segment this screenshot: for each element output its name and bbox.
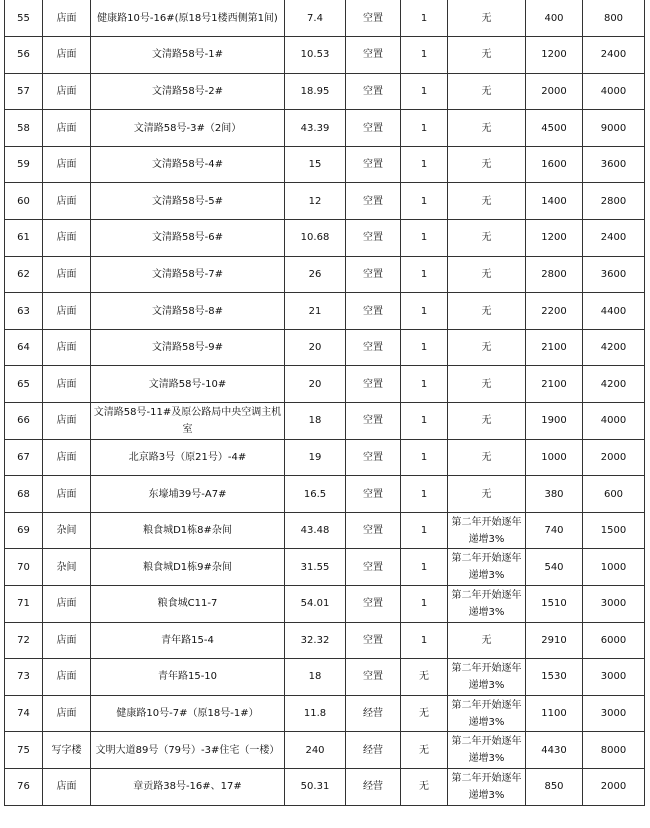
property-address-cell: 青年路15-4 xyxy=(91,622,285,659)
row-number-cell: 55 xyxy=(5,0,43,37)
rent-cell: 1400 xyxy=(526,183,583,220)
deposit-cell: 2800 xyxy=(583,183,645,220)
deposit-cell: 2400 xyxy=(583,220,645,257)
property-type-cell: 店面 xyxy=(43,476,91,513)
rent-cell: 1900 xyxy=(526,403,583,440)
rent-cell: 2200 xyxy=(526,293,583,330)
area-cell: 54.01 xyxy=(285,586,346,623)
rent-cell: 1530 xyxy=(526,659,583,696)
property-address-cell: 文清路58号-1# xyxy=(91,37,285,74)
status-cell: 空置 xyxy=(346,0,401,37)
table-row xyxy=(5,732,645,769)
status-cell: 空置 xyxy=(346,110,401,147)
rent-increase-cell: 无 xyxy=(448,110,526,147)
property-address-cell: 文清路58号-8# xyxy=(91,293,285,330)
rent-cell: 400 xyxy=(526,0,583,37)
table-row xyxy=(5,659,645,696)
deposit-cell: 4000 xyxy=(583,403,645,440)
deposit-cell: 4200 xyxy=(583,366,645,403)
row-number-cell: 59 xyxy=(5,146,43,183)
status-cell: 空置 xyxy=(346,220,401,257)
status-cell: 空置 xyxy=(346,37,401,74)
rent-cell: 2100 xyxy=(526,329,583,366)
property-type-cell: 店面 xyxy=(43,183,91,220)
rent-increase-cell: 第二年开始逐年递增3% xyxy=(448,586,526,623)
property-type-cell: 店面 xyxy=(43,37,91,74)
term-cell: 1 xyxy=(401,512,448,549)
term-cell: 无 xyxy=(401,695,448,732)
table-row xyxy=(5,37,645,74)
property-address-cell: 健康路10号-16#(原18号1楼西侧第1间) xyxy=(91,0,285,37)
rent-cell: 1100 xyxy=(526,695,583,732)
area-cell: 50.31 xyxy=(285,768,346,805)
property-address-cell: 粮食城D1栋8#杂间 xyxy=(91,512,285,549)
term-cell: 1 xyxy=(401,0,448,37)
row-number-cell: 60 xyxy=(5,183,43,220)
term-cell: 1 xyxy=(401,439,448,476)
status-cell: 空置 xyxy=(346,549,401,586)
rent-increase-cell: 无 xyxy=(448,73,526,110)
rent-increase-cell: 无 xyxy=(448,256,526,293)
table-row xyxy=(5,622,645,659)
status-cell: 空置 xyxy=(346,293,401,330)
row-number-cell: 62 xyxy=(5,256,43,293)
property-type-cell: 店面 xyxy=(43,0,91,37)
term-cell: 无 xyxy=(401,659,448,696)
area-cell: 43.39 xyxy=(285,110,346,147)
property-type-cell: 店面 xyxy=(43,146,91,183)
rent-increase-cell: 第二年开始逐年递增3% xyxy=(448,512,526,549)
property-address-cell: 文清路58号-6# xyxy=(91,220,285,257)
status-cell: 空置 xyxy=(346,586,401,623)
property-address-cell: 文清路58号-7# xyxy=(91,256,285,293)
rent-increase-cell: 第二年开始逐年递增3% xyxy=(448,732,526,769)
area-cell: 18.95 xyxy=(285,73,346,110)
property-type-cell: 店面 xyxy=(43,366,91,403)
table-row xyxy=(5,293,645,330)
property-type-cell: 店面 xyxy=(43,110,91,147)
row-number-cell: 76 xyxy=(5,768,43,805)
rent-cell: 2100 xyxy=(526,366,583,403)
table-row xyxy=(5,768,645,805)
area-cell: 32.32 xyxy=(285,622,346,659)
property-address-cell: 粮食城C11-7 xyxy=(91,586,285,623)
status-cell: 经营 xyxy=(346,732,401,769)
row-number-cell: 74 xyxy=(5,695,43,732)
table-body xyxy=(5,0,645,805)
property-type-cell: 店面 xyxy=(43,403,91,440)
property-type-cell: 店面 xyxy=(43,439,91,476)
term-cell: 1 xyxy=(401,329,448,366)
row-number-cell: 61 xyxy=(5,220,43,257)
rent-increase-cell: 无 xyxy=(448,622,526,659)
property-table xyxy=(4,0,645,806)
property-address-cell: 健康路10号-7#（原18号-1#） xyxy=(91,695,285,732)
status-cell: 经营 xyxy=(346,768,401,805)
rent-increase-cell: 无 xyxy=(448,37,526,74)
status-cell: 经营 xyxy=(346,695,401,732)
term-cell: 1 xyxy=(401,366,448,403)
term-cell: 无 xyxy=(401,768,448,805)
rent-increase-cell: 无 xyxy=(448,329,526,366)
table-row xyxy=(5,220,645,257)
table-row xyxy=(5,403,645,440)
area-cell: 16.5 xyxy=(285,476,346,513)
area-cell: 18 xyxy=(285,403,346,440)
area-cell: 10.53 xyxy=(285,37,346,74)
deposit-cell: 2000 xyxy=(583,439,645,476)
deposit-cell: 8000 xyxy=(583,732,645,769)
row-number-cell: 75 xyxy=(5,732,43,769)
rent-increase-cell: 无 xyxy=(448,476,526,513)
deposit-cell: 1500 xyxy=(583,512,645,549)
area-cell: 15 xyxy=(285,146,346,183)
property-type-cell: 店面 xyxy=(43,73,91,110)
table-row xyxy=(5,146,645,183)
term-cell: 1 xyxy=(401,476,448,513)
term-cell: 1 xyxy=(401,256,448,293)
row-number-cell: 69 xyxy=(5,512,43,549)
deposit-cell: 3000 xyxy=(583,695,645,732)
rent-cell: 380 xyxy=(526,476,583,513)
term-cell: 1 xyxy=(401,549,448,586)
row-number-cell: 67 xyxy=(5,439,43,476)
rent-cell: 1600 xyxy=(526,146,583,183)
rent-increase-cell: 无 xyxy=(448,220,526,257)
rent-cell: 2000 xyxy=(526,73,583,110)
rent-cell: 2910 xyxy=(526,622,583,659)
rent-increase-cell: 第二年开始逐年递增3% xyxy=(448,549,526,586)
term-cell: 无 xyxy=(401,732,448,769)
term-cell: 1 xyxy=(401,403,448,440)
row-number-cell: 56 xyxy=(5,37,43,74)
term-cell: 1 xyxy=(401,220,448,257)
row-number-cell: 57 xyxy=(5,73,43,110)
status-cell: 空置 xyxy=(346,439,401,476)
status-cell: 空置 xyxy=(346,146,401,183)
row-number-cell: 70 xyxy=(5,549,43,586)
property-type-cell: 写字楼 xyxy=(43,732,91,769)
row-number-cell: 65 xyxy=(5,366,43,403)
deposit-cell: 9000 xyxy=(583,110,645,147)
deposit-cell: 3600 xyxy=(583,146,645,183)
area-cell: 12 xyxy=(285,183,346,220)
term-cell: 1 xyxy=(401,183,448,220)
property-type-cell: 店面 xyxy=(43,659,91,696)
rent-cell: 4500 xyxy=(526,110,583,147)
rent-increase-cell: 无 xyxy=(448,366,526,403)
deposit-cell: 1000 xyxy=(583,549,645,586)
rent-increase-cell: 无 xyxy=(448,183,526,220)
table-row xyxy=(5,329,645,366)
rent-increase-cell: 无 xyxy=(448,439,526,476)
deposit-cell: 3000 xyxy=(583,659,645,696)
table-row xyxy=(5,512,645,549)
deposit-cell: 4400 xyxy=(583,293,645,330)
deposit-cell: 3600 xyxy=(583,256,645,293)
property-address-cell: 文清路58号-4# xyxy=(91,146,285,183)
rent-increase-cell: 第二年开始逐年递增3% xyxy=(448,695,526,732)
property-type-cell: 店面 xyxy=(43,256,91,293)
area-cell: 21 xyxy=(285,293,346,330)
rent-cell: 1200 xyxy=(526,37,583,74)
rent-increase-cell: 无 xyxy=(448,293,526,330)
table-row xyxy=(5,256,645,293)
property-address-cell: 章贡路38号-16#、17# xyxy=(91,768,285,805)
row-number-cell: 72 xyxy=(5,622,43,659)
term-cell: 1 xyxy=(401,622,448,659)
status-cell: 空置 xyxy=(346,183,401,220)
table-row xyxy=(5,476,645,513)
property-type-cell: 店面 xyxy=(43,586,91,623)
row-number-cell: 71 xyxy=(5,586,43,623)
area-cell: 11.8 xyxy=(285,695,346,732)
status-cell: 空置 xyxy=(346,73,401,110)
table-row xyxy=(5,549,645,586)
deposit-cell: 6000 xyxy=(583,622,645,659)
property-address-cell: 文清路58号-11#及原公路局中央空调主机室 xyxy=(91,403,285,440)
table-row xyxy=(5,0,645,37)
rent-cell: 740 xyxy=(526,512,583,549)
term-cell: 1 xyxy=(401,146,448,183)
rent-increase-cell: 无 xyxy=(448,403,526,440)
property-type-cell: 店面 xyxy=(43,220,91,257)
term-cell: 1 xyxy=(401,73,448,110)
deposit-cell: 2400 xyxy=(583,37,645,74)
property-type-cell: 店面 xyxy=(43,622,91,659)
status-cell: 空置 xyxy=(346,366,401,403)
table-row xyxy=(5,183,645,220)
rent-cell: 1000 xyxy=(526,439,583,476)
property-address-cell: 文清路58号-2# xyxy=(91,73,285,110)
table-row xyxy=(5,439,645,476)
row-number-cell: 68 xyxy=(5,476,43,513)
term-cell: 1 xyxy=(401,586,448,623)
row-number-cell: 73 xyxy=(5,659,43,696)
property-address-cell: 文清路58号-3#（2间） xyxy=(91,110,285,147)
rent-cell: 1200 xyxy=(526,220,583,257)
area-cell: 10.68 xyxy=(285,220,346,257)
term-cell: 1 xyxy=(401,37,448,74)
table-row xyxy=(5,73,645,110)
table-row xyxy=(5,366,645,403)
property-type-cell: 店面 xyxy=(43,329,91,366)
rent-increase-cell: 第二年开始逐年递增3% xyxy=(448,659,526,696)
area-cell: 31.55 xyxy=(285,549,346,586)
rent-cell: 850 xyxy=(526,768,583,805)
row-number-cell: 66 xyxy=(5,403,43,440)
property-address-cell: 粮食城D1栋9#杂间 xyxy=(91,549,285,586)
property-type-cell: 店面 xyxy=(43,768,91,805)
property-type-cell: 店面 xyxy=(43,695,91,732)
rent-increase-cell: 无 xyxy=(448,146,526,183)
status-cell: 空置 xyxy=(346,659,401,696)
property-address-cell: 文明大道89号（79号）-3#住宅（一楼） xyxy=(91,732,285,769)
area-cell: 7.4 xyxy=(285,0,346,37)
area-cell: 19 xyxy=(285,439,346,476)
status-cell: 空置 xyxy=(346,512,401,549)
table-row xyxy=(5,695,645,732)
deposit-cell: 2000 xyxy=(583,768,645,805)
property-address-cell: 文清路58号-9# xyxy=(91,329,285,366)
area-cell: 20 xyxy=(285,329,346,366)
status-cell: 空置 xyxy=(346,476,401,513)
status-cell: 空置 xyxy=(346,622,401,659)
term-cell: 1 xyxy=(401,110,448,147)
row-number-cell: 58 xyxy=(5,110,43,147)
area-cell: 18 xyxy=(285,659,346,696)
rent-increase-cell: 第二年开始逐年递增3% xyxy=(448,768,526,805)
status-cell: 空置 xyxy=(346,329,401,366)
property-type-cell: 店面 xyxy=(43,293,91,330)
rent-cell: 540 xyxy=(526,549,583,586)
area-cell: 20 xyxy=(285,366,346,403)
property-address-cell: 东壕埔39号-A7# xyxy=(91,476,285,513)
area-cell: 240 xyxy=(285,732,346,769)
deposit-cell: 4000 xyxy=(583,73,645,110)
status-cell: 空置 xyxy=(346,256,401,293)
rent-increase-cell: 无 xyxy=(448,0,526,37)
rent-cell: 4430 xyxy=(526,732,583,769)
property-address-cell: 青年路15-10 xyxy=(91,659,285,696)
property-address-cell: 文清路58号-5# xyxy=(91,183,285,220)
rent-cell: 2800 xyxy=(526,256,583,293)
status-cell: 空置 xyxy=(346,403,401,440)
row-number-cell: 64 xyxy=(5,329,43,366)
table-row xyxy=(5,110,645,147)
table-row xyxy=(5,586,645,623)
deposit-cell: 600 xyxy=(583,476,645,513)
deposit-cell: 800 xyxy=(583,0,645,37)
rent-cell: 1510 xyxy=(526,586,583,623)
property-address-cell: 北京路3号（原21号）-4# xyxy=(91,439,285,476)
row-number-cell: 63 xyxy=(5,293,43,330)
deposit-cell: 4200 xyxy=(583,329,645,366)
property-address-cell: 文清路58号-10# xyxy=(91,366,285,403)
area-cell: 26 xyxy=(285,256,346,293)
property-type-cell: 杂间 xyxy=(43,549,91,586)
term-cell: 1 xyxy=(401,293,448,330)
property-type-cell: 杂间 xyxy=(43,512,91,549)
area-cell: 43.48 xyxy=(285,512,346,549)
deposit-cell: 3000 xyxy=(583,586,645,623)
